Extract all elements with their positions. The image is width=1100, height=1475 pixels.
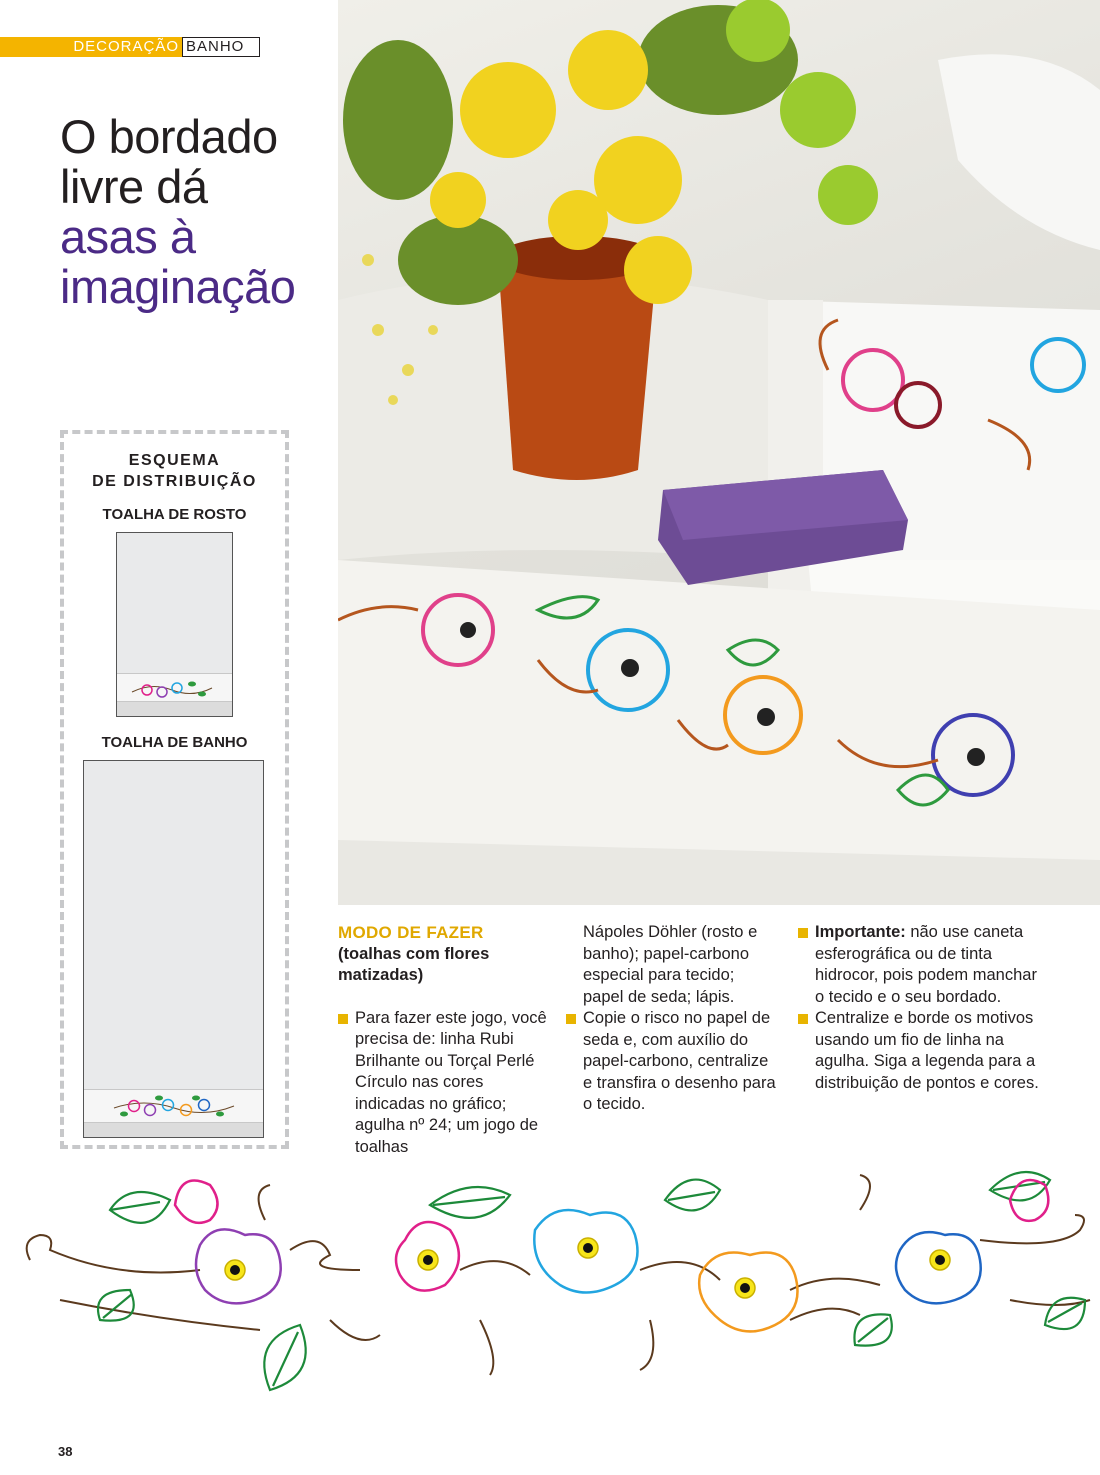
- instruction-bullet-3: [798, 922, 1048, 1008]
- instruction-text-1-continued: Nápoles Döhler (rosto e banho); papel-carbono especial para tecido; papel de seda; lápis.: [583, 923, 758, 1006]
- face-towel-label: TOALHA DE ROSTO: [102, 506, 247, 523]
- instruction-text-3: não use caneta esferográfica ou de tinta hidrocor, pois podem manchar o tecido e o seu bordado.: [815, 923, 1037, 1006]
- bullet-marker: [566, 1014, 576, 1024]
- scheme-title: [64, 450, 285, 492]
- bullet-marker: [338, 1014, 348, 1024]
- important-label: Importante:: [815, 923, 906, 941]
- face-towel-hem: [117, 701, 232, 716]
- instructions-column-2: [566, 922, 778, 1116]
- instructions-column-3: [798, 922, 1048, 1094]
- face-towel-band: [117, 673, 232, 704]
- scheme-title-line-1: ESQUEMA: [128, 452, 221, 469]
- pattern-leaves: [98, 1172, 1085, 1390]
- instructions-column-1: [338, 922, 548, 1158]
- bath-towel-label: TOALHA DE BANHO: [101, 734, 248, 751]
- page-number: 38: [58, 1444, 73, 1459]
- headline-line-2: livre dá: [60, 160, 208, 213]
- instruction-bullet-4: [798, 1008, 1048, 1094]
- photo-illustration: [338, 0, 1100, 905]
- instruction-text-2: Copie o risco no papel de seda e, com auxílio do papel-carbono, centralize e transfira o desenho para o tecido.: [583, 1009, 776, 1113]
- pattern-stems: [27, 1175, 1090, 1375]
- headline: [60, 112, 335, 312]
- headline-line-4: imaginação: [60, 260, 296, 313]
- main-photo: [338, 0, 1100, 905]
- instruction-text-4: Centralize e borde os motivos usando um fio de linha na agulha. Siga a legenda para a distribuição de pontos e cores.: [815, 1009, 1039, 1092]
- bullet-marker: [798, 1014, 808, 1024]
- bath-towel-hem: [84, 1122, 263, 1137]
- face-towel-motif: [117, 674, 232, 704]
- bath-towel-diagram: [83, 760, 264, 1138]
- bath-towel-band: [84, 1089, 263, 1124]
- bullet-marker: [798, 928, 808, 938]
- bath-towel-motif: [84, 1090, 263, 1124]
- instruction-text-1: Para fazer este jogo, você precisa de: linha Rubi Brilhante ou Torçal Perlé Círculo nas cores indicadas no gráfico; agulha nº 24; um jogo de toalhas: [355, 1008, 547, 1156]
- instruction-bullet-1: [338, 1008, 548, 1159]
- instructions-subtitle: (toalhas com flores matizadas): [338, 944, 490, 984]
- section-subcategory: BANHO: [182, 37, 260, 57]
- section-category: DECORAÇÃO: [0, 37, 182, 57]
- pattern-flowers: [175, 1180, 1048, 1331]
- instructions-title: MODO DE FAZER: [338, 923, 484, 942]
- instruction-bullet-2: [566, 1008, 778, 1116]
- face-towel-diagram: [116, 532, 233, 717]
- headline-line-1: O bordado: [60, 110, 278, 163]
- section-label: [0, 37, 262, 57]
- distribution-scheme: [60, 430, 289, 1149]
- embroidery-pattern: [0, 1160, 1100, 1445]
- scheme-title-line-2: DE DISTRIBUIÇÃO: [92, 473, 257, 490]
- headline-line-3: asas à: [60, 210, 196, 263]
